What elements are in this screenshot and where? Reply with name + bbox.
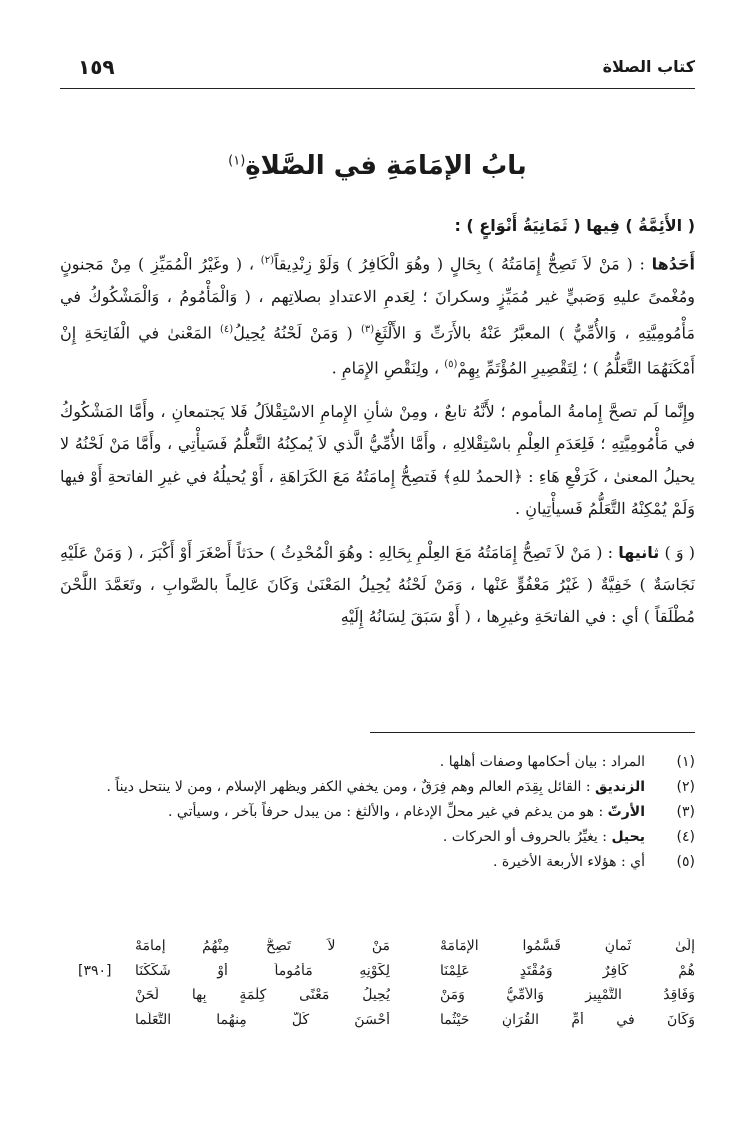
footnote-term: الأرتّ xyxy=(607,804,645,820)
footnote-text: : هو من يدغم في غير محلِّ الإدغام ، والألثغ : من يبدل حرفاً بآخر ، وسيأتي . xyxy=(168,804,604,820)
footnote-number: (٥) xyxy=(676,854,695,870)
paragraph-first-text-3: ( وَمَنْ لَحْنُهُ يُحِيلُ xyxy=(233,322,353,342)
book-title: كتاب الصلاة xyxy=(602,57,695,76)
footnote-term: الزنديق xyxy=(595,779,645,795)
footnote xyxy=(60,852,695,873)
paragraph-intro-text: ( الأَئِمَّةُ ) فِيها ( ثَمَانِيَةُ أَنْوَاعٍ ) : xyxy=(454,216,695,235)
footnote xyxy=(60,752,695,773)
poem-verse xyxy=(88,1012,695,1037)
poem-hemistich-left: لِكَوْنِهِ مَأْمُوماً أَوْ شَكَكْنَا xyxy=(135,962,390,979)
running-header xyxy=(60,55,695,87)
chapter-footnote-ref: (١) xyxy=(228,153,246,169)
footnote-ref-5: (٥) xyxy=(444,359,458,371)
chapter-title-text: بابُ الإمَامَةِ في الصَّلاةِ xyxy=(245,151,527,182)
footnote xyxy=(60,802,695,823)
paragraph-intro xyxy=(60,210,695,242)
poem xyxy=(78,938,695,1036)
poem-hemistich-right: إِلَىٰ ثَمانٍ قَسَّمُوا الإِمَامَهْ xyxy=(440,938,695,954)
footnote-text: : القائل بِقِدَم العالم وهم فِرَقٌ ، ومن يخفي الكفر ويظهر الإسلام ، ومن لا ينتحل ديناً . xyxy=(106,779,591,795)
poem-hemistich-left: مَنْ لاَ تَصِحُّ مِنْهُمُ إِمامَهْ xyxy=(135,938,390,954)
footnote-text: المراد : بيان أحكامها وصفات أهلها . xyxy=(439,754,645,770)
footnote-ref-3: (٣) xyxy=(361,323,375,335)
poem-hemistich-right: وَكَانَ في أُمِّ القُرَانِ حَيْثُما xyxy=(440,1011,695,1028)
poem-hemistich-right: وَفَاقِدُ التَّمْيِيزِ وَالأُمِّيُّ وَمَنْ xyxy=(440,987,695,1003)
footnote-number: (١) xyxy=(676,754,695,770)
poem-hemistich-right: هُمْ كَافِرٌ وَمُقْتَدٍ عَلِمْنَا xyxy=(440,962,695,979)
footnote-text: : يغيِّرُ بالحروف أو الحركات . xyxy=(442,829,607,845)
footnote-number: (٤) xyxy=(676,829,695,845)
poem-verse xyxy=(88,987,695,1012)
chapter-title xyxy=(60,151,695,181)
footnotes xyxy=(60,752,695,877)
poem-hemistich-left: يُحِيلُ مَعْنًى كِلْمَةٍ بِها لَحَنْ xyxy=(135,987,390,1003)
paragraph-first-text-2: ، ( وغَيْرُ الْمُمَيِّزِ ) مِنْ مَجنونٍ ومُغْمىً عليهِ وَصَبيٍّ غير مُمَيِّزٍ وسكرانَ ؛ لِعَدمِ الاعتدادِ بصلاتِهم ، ( وَالْمَأْمُومُ ، وَالْمَشْكُوكُ في مَأْمُومِيَّتِهِ ، وَالأُمِّيُّ ) المعبَّرُ عَنْهُ بالأَرَتِّ وَ الأَلْثَغِ xyxy=(60,254,695,342)
poem-hemistich-left: أَحْسَنَ كُلٌّ مِنهُما التَّعَلُّما xyxy=(135,1011,390,1028)
poem-verse xyxy=(78,962,695,988)
header-rule xyxy=(60,88,695,89)
paragraph-first-type xyxy=(60,245,695,385)
footnote-ref-4: (٤) xyxy=(220,323,234,335)
footnote-rule xyxy=(370,732,695,733)
verse-number: [٣٩٠] xyxy=(78,962,112,979)
paragraph-first-text-1: : ( مَنْ لاَ تَصِحُّ إِمَامَتُهُ ) بِحَالٍ ( وهُوَ الْكَافِرُ ) وَلَوْ زِنْدِيقاً xyxy=(273,254,645,274)
paragraph-second-text: : ( مَنْ لاَ تَصِحُّ إِمَامَتُهُ مَعَ العِلْمِ بِحَالِهِ : وهُوَ الْمُحْدِثُ ) حدَثاً أَصْغَرَ أَوْ أَكْبَرَ ، ( وَمَنْ عَلَيْهِ نَجَاسَةٌ ) خَفِيَّةٌ ( غَيْرُ مَعْفُوٍّ عَنْها ، وَمَنْ لَحْنُهُ يُحِيلُ المَعْنَىٰ وَكَانَ عَالِماً بالصَّوابِ ، وتَعَمَّدَ اللَّحْنَ مُطْلَقاً ) أي : في الفاتحَةِ وغيرِها ، ( أَوْ سَبَقَ لِسَانُهُ إِلَيْهِ xyxy=(60,542,696,627)
paragraph-first-text-5: ، ولِنَقْصِ الإِمَامِ . xyxy=(331,358,440,378)
paragraph-explanation: وإِنَّما لَم تصحَّ إِمامةُ المأموم ؛ لأَنَّهُ تابعٌ ، ومِنْ شأنِ الإِمامِ الاسْتِقْلاَلُ فَلا يَجتمعانِ ، وأَمَّا المَشْكُوكُ في مَأْمُومِيَّتِهِ ؛ فَلِعَدَمِ العِلْمِ باسْتِقْلالِهِ ، وأَمَّا الأُمِّيُّ الَّذي لاَ يُمكِنُهُ التَّعلُّمُ فَسَيأْتِي ، وأَمَّا مَنْ لَحْنُهُ لا يحيلُ المعنىٰ ، كَرَفْعِ هَاءِ : ﴿الحمدُ للهِ﴾ فَتصِحُّ إِمامَتُهُ مَعَ الكَرَاهَةِ ، أَوْ يُحيلُهُ في غيرِ الفاتحةِ أَوْ فيها وَلَمْ يُمْكِنْهُ التَّعَلُّمُ فَسيأْتِيانِ . xyxy=(60,402,696,519)
lead-word-first: أَحَدُها xyxy=(651,254,695,274)
body-text xyxy=(60,210,695,645)
footnote-number: (٣) xyxy=(676,804,695,820)
paragraph-second-pre: ( وَ ) xyxy=(664,542,696,562)
paragraph-first-text-4: المَعْنىٰ في الْفَاتِحَةِ إِنْ أَمْكَنَهُمَا التَّعَلُّمُ ) ؛ لِتَقْصِيرِ المُؤْتَمِّ بِهِمْ xyxy=(60,322,695,378)
footnote-ref-2: (٢) xyxy=(260,255,274,267)
page-number: ١٥٩ xyxy=(78,55,115,79)
footnote-term: يحيل xyxy=(611,829,645,845)
footnote-number: (٢) xyxy=(676,779,695,795)
footnote xyxy=(60,777,695,798)
footnote-text: أي : هؤلاء الأربعة الأخيرة . xyxy=(492,854,645,870)
footnote xyxy=(60,827,695,848)
paragraph-second-type xyxy=(60,537,695,634)
lead-word-second: ثانيها xyxy=(618,542,660,562)
poem-verse xyxy=(88,938,695,963)
